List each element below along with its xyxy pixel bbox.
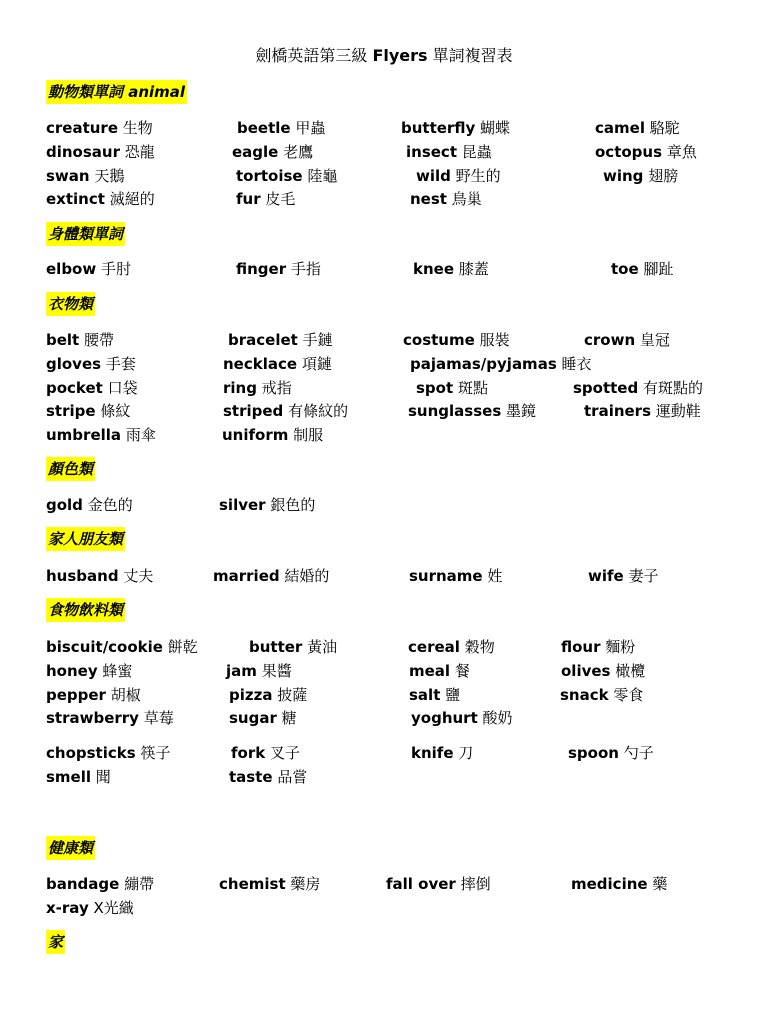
english-word: flour (561, 638, 601, 656)
chinese-translation: 野生的 (455, 167, 501, 185)
english-word: fork (231, 744, 266, 762)
english-word: chemist (219, 875, 286, 893)
chinese-translation: 鹽 (445, 686, 461, 704)
vocab-item (232, 140, 313, 164)
chinese-translation: 果醬 (261, 662, 292, 680)
chinese-translation: 蝴蝶 (480, 119, 511, 137)
english-word: trainers (584, 402, 652, 420)
english-word: wing (603, 167, 644, 185)
chinese-translation: 姓 (487, 567, 503, 585)
english-word: umbrella (46, 426, 122, 444)
english-word: jam (226, 662, 257, 680)
vocab-item (401, 116, 510, 140)
vocab-item (46, 116, 153, 140)
chinese-translation: 麵粉 (605, 638, 636, 656)
vocab-item (568, 741, 654, 765)
chinese-translation: 皇冠 (639, 331, 670, 349)
english-word: salt (409, 686, 441, 704)
vocab-item (229, 765, 307, 789)
english-word: knife (411, 744, 454, 762)
chinese-translation: 手指 (290, 260, 321, 278)
vocab-item (584, 328, 670, 352)
chinese-translation: 橄欖 (615, 662, 646, 680)
chinese-translation: 昆蟲 (461, 143, 492, 161)
chinese-translation: 有條紋的 (288, 402, 349, 420)
vocab-item (46, 683, 141, 707)
vocab-item (46, 140, 155, 164)
word-row (0, 257, 768, 281)
vocab-item (560, 683, 643, 707)
word-row (0, 423, 768, 447)
vocab-item (409, 659, 470, 683)
english-word: striped (223, 402, 284, 420)
vocab-item (411, 741, 473, 765)
chinese-translation: 手肘 (101, 260, 132, 278)
vocab-item (46, 659, 132, 683)
section-heading: 食物飲料類 (46, 598, 125, 622)
section-heading: 動物類單詞 animal (46, 80, 187, 104)
vocab-item (213, 564, 329, 588)
title-suffix: 單詞複習表 (432, 46, 513, 65)
chinese-translation: 丈夫 (123, 567, 154, 585)
english-word: yoghurt (411, 709, 478, 727)
english-word: spoon (568, 744, 619, 762)
english-word: pocket (46, 379, 103, 397)
vocab-item (236, 257, 321, 281)
vocab-item (228, 328, 333, 352)
english-word: honey (46, 662, 98, 680)
word-row (0, 399, 768, 423)
chinese-translation: 膝蓋 (458, 260, 489, 278)
vocab-item (237, 116, 325, 140)
word-row (0, 872, 768, 896)
english-word: silver (219, 496, 266, 514)
vocab-item (46, 187, 155, 211)
vocab-item (46, 376, 138, 400)
vocab-item (573, 376, 703, 400)
chinese-translation: 穀物 (464, 638, 495, 656)
chinese-translation: 繃帶 (124, 875, 155, 893)
word-row (0, 683, 768, 707)
chinese-translation: 餐 (454, 662, 470, 680)
english-word: beetle (237, 119, 291, 137)
english-word: insect (406, 143, 457, 161)
vocab-item (46, 423, 156, 447)
vocab-item (249, 635, 337, 659)
vocab-item (561, 659, 645, 683)
page-title (0, 45, 768, 67)
chinese-translation: 斑點 (457, 379, 488, 397)
word-row (0, 564, 768, 588)
vocab-item (229, 706, 297, 730)
vocab-item (223, 399, 348, 423)
english-word: ring (223, 379, 257, 397)
vocab-item (416, 376, 488, 400)
vocab-item (588, 564, 659, 588)
vocab-item (408, 399, 536, 423)
chinese-translation: 翅膀 (648, 167, 679, 185)
vocab-item (571, 872, 667, 896)
word-row (0, 187, 768, 211)
chinese-translation: 糖 (281, 709, 297, 727)
chinese-translation: 胡椒 (110, 686, 141, 704)
chinese-translation: 蜂蜜 (102, 662, 133, 680)
chinese-translation: 雨傘 (125, 426, 156, 444)
english-word: spot (416, 379, 454, 397)
vocab-item (46, 765, 111, 789)
vocab-item (236, 164, 337, 188)
chinese-translation: 草莓 (143, 709, 174, 727)
english-word: crown (584, 331, 636, 349)
chinese-translation: 金色的 (87, 496, 133, 514)
chinese-translation: 腳趾 (643, 260, 674, 278)
section-heading: 健康類 (46, 836, 95, 860)
chinese-translation: 披薩 (277, 686, 308, 704)
english-word: knee (413, 260, 455, 278)
chinese-translation: 叉子 (270, 744, 301, 762)
english-word: tortoise (236, 167, 303, 185)
chinese-translation: 項鏈 (301, 355, 332, 373)
word-row (0, 352, 768, 376)
chinese-translation: 餅乾 (167, 638, 198, 656)
chinese-translation: 章魚 (666, 143, 697, 161)
section-heading: 家人朋友類 (46, 527, 125, 551)
english-word: fur (236, 190, 261, 208)
chinese-translation: 勺子 (623, 744, 654, 762)
english-word: meal (409, 662, 451, 680)
english-word: bracelet (228, 331, 298, 349)
english-word: spotted (573, 379, 639, 397)
vocab-item (46, 564, 153, 588)
english-word: wife (588, 567, 624, 585)
word-row (0, 659, 768, 683)
word-row (0, 896, 768, 920)
english-word: chopsticks (46, 744, 136, 762)
section-heading: 家 (46, 930, 65, 954)
vocab-item (406, 140, 492, 164)
vocab-item (584, 399, 701, 423)
chinese-translation: 滅絕的 (109, 190, 155, 208)
english-word: gloves (46, 355, 102, 373)
chinese-translation: 筷子 (140, 744, 171, 762)
vocab-item (603, 164, 678, 188)
english-word: finger (236, 260, 287, 278)
chinese-translation: 摔倒 (460, 875, 491, 893)
word-row (0, 706, 768, 730)
chinese-translation: 恐龍 (124, 143, 155, 161)
english-word: taste (229, 768, 273, 786)
chinese-translation: 服裝 (479, 331, 510, 349)
english-word: x-ray (46, 899, 89, 917)
vocab-item (46, 872, 154, 896)
section-heading: 顏色類 (46, 457, 95, 481)
english-word: belt (46, 331, 80, 349)
vocab-item (223, 352, 332, 376)
chinese-translation: 條紋 (100, 402, 131, 420)
chinese-translation: 零食 (613, 686, 644, 704)
vocab-item (236, 187, 295, 211)
vocab-item (46, 635, 198, 659)
chinese-translation: 戒指 (261, 379, 292, 397)
english-word: strawberry (46, 709, 139, 727)
chinese-translation: 陸龜 (307, 167, 338, 185)
english-word: surname (409, 567, 483, 585)
word-row (0, 741, 768, 765)
vocab-item (223, 376, 292, 400)
english-word: elbow (46, 260, 97, 278)
vocab-item (413, 257, 489, 281)
vocab-item (410, 352, 592, 376)
vocab-item (408, 635, 495, 659)
chinese-translation: 刀 (458, 744, 474, 762)
english-word: cereal (408, 638, 460, 656)
chinese-translation: 手鏈 (302, 331, 333, 349)
section-heading: 衣物類 (46, 292, 95, 316)
english-word: swan (46, 167, 90, 185)
word-row (0, 635, 768, 659)
word-row (0, 376, 768, 400)
vocab-item (46, 896, 134, 920)
chinese-translation: X光織 (93, 899, 134, 917)
english-word: fall over (386, 875, 456, 893)
chinese-translation: 藥 (652, 875, 668, 893)
vocab-item (46, 741, 170, 765)
english-word: sugar (229, 709, 277, 727)
english-word: medicine (571, 875, 648, 893)
word-row (0, 140, 768, 164)
english-word: extinct (46, 190, 105, 208)
vocab-item (229, 683, 307, 707)
english-word: camel (595, 119, 645, 137)
word-row (0, 328, 768, 352)
chinese-translation: 藥房 (290, 875, 321, 893)
vocab-item (46, 352, 136, 376)
english-word: sunglasses (408, 402, 502, 420)
chinese-translation: 妻子 (628, 567, 659, 585)
english-word: costume (403, 331, 475, 349)
chinese-translation: 鳥巢 (451, 190, 482, 208)
chinese-translation: 皮毛 (265, 190, 296, 208)
chinese-translation: 生物 (122, 119, 153, 137)
vocab-item (561, 635, 635, 659)
english-word: pizza (229, 686, 273, 704)
chinese-translation: 甲蟲 (295, 119, 326, 137)
title-en: Flyers (372, 46, 428, 65)
vocab-item (46, 399, 130, 423)
chinese-translation: 黃油 (307, 638, 338, 656)
chinese-translation: 結婚的 (284, 567, 330, 585)
chinese-translation: 腰帶 (84, 331, 115, 349)
english-word: bandage (46, 875, 120, 893)
english-word: nest (410, 190, 447, 208)
vocab-item (386, 872, 491, 896)
english-word: smell (46, 768, 92, 786)
english-word: uniform (222, 426, 289, 444)
title-zh: 劍橋英語第三級 (255, 46, 368, 65)
vocab-item (219, 872, 320, 896)
vocab-item (409, 683, 460, 707)
chinese-translation: 聞 (95, 768, 111, 786)
chinese-translation: 運動鞋 (655, 402, 701, 420)
vocab-item (411, 706, 513, 730)
english-word: olives (561, 662, 611, 680)
word-row (0, 493, 768, 517)
english-word: pajamas/pyjamas (410, 355, 557, 373)
english-word: married (213, 567, 280, 585)
section-heading: 身體類單詞 (46, 222, 125, 246)
vocab-item (219, 493, 315, 517)
chinese-translation: 墨鏡 (506, 402, 537, 420)
english-word: biscuit/cookie (46, 638, 163, 656)
english-word: dinosaur (46, 143, 120, 161)
vocab-item (46, 493, 133, 517)
english-word: octopus (595, 143, 663, 161)
english-word: creature (46, 119, 119, 137)
english-word: necklace (223, 355, 298, 373)
vocab-item (46, 706, 174, 730)
vocab-item (595, 116, 680, 140)
vocab-item (46, 328, 114, 352)
vocab-item (46, 164, 124, 188)
vocab-item (595, 140, 697, 164)
vocab-item (611, 257, 673, 281)
chinese-translation: 老鷹 (283, 143, 314, 161)
word-row (0, 765, 768, 789)
vocab-item (403, 328, 510, 352)
english-word: eagle (232, 143, 279, 161)
vocab-item (231, 741, 300, 765)
word-row (0, 116, 768, 140)
chinese-translation: 銀色的 (270, 496, 316, 514)
chinese-translation: 睡衣 (561, 355, 592, 373)
chinese-translation: 酸奶 (482, 709, 513, 727)
english-word: gold (46, 496, 83, 514)
english-word: husband (46, 567, 119, 585)
word-row (0, 164, 768, 188)
vocab-item (222, 423, 323, 447)
chinese-translation: 制服 (293, 426, 324, 444)
vocab-item (46, 257, 131, 281)
vocab-item (226, 659, 292, 683)
chinese-translation: 有斑點的 (643, 379, 704, 397)
english-word: toe (611, 260, 639, 278)
english-word: wild (416, 167, 451, 185)
chinese-translation: 手套 (105, 355, 136, 373)
vocab-item (416, 164, 501, 188)
chinese-translation: 駱駝 (649, 119, 680, 137)
vocab-item (409, 564, 502, 588)
chinese-translation: 口袋 (107, 379, 138, 397)
vocab-item (410, 187, 482, 211)
english-word: snack (560, 686, 609, 704)
english-word: pepper (46, 686, 106, 704)
chinese-translation: 品嘗 (277, 768, 308, 786)
english-word: butterfly (401, 119, 476, 137)
english-word: stripe (46, 402, 96, 420)
chinese-translation: 天鵝 (94, 167, 125, 185)
english-word: butter (249, 638, 303, 656)
